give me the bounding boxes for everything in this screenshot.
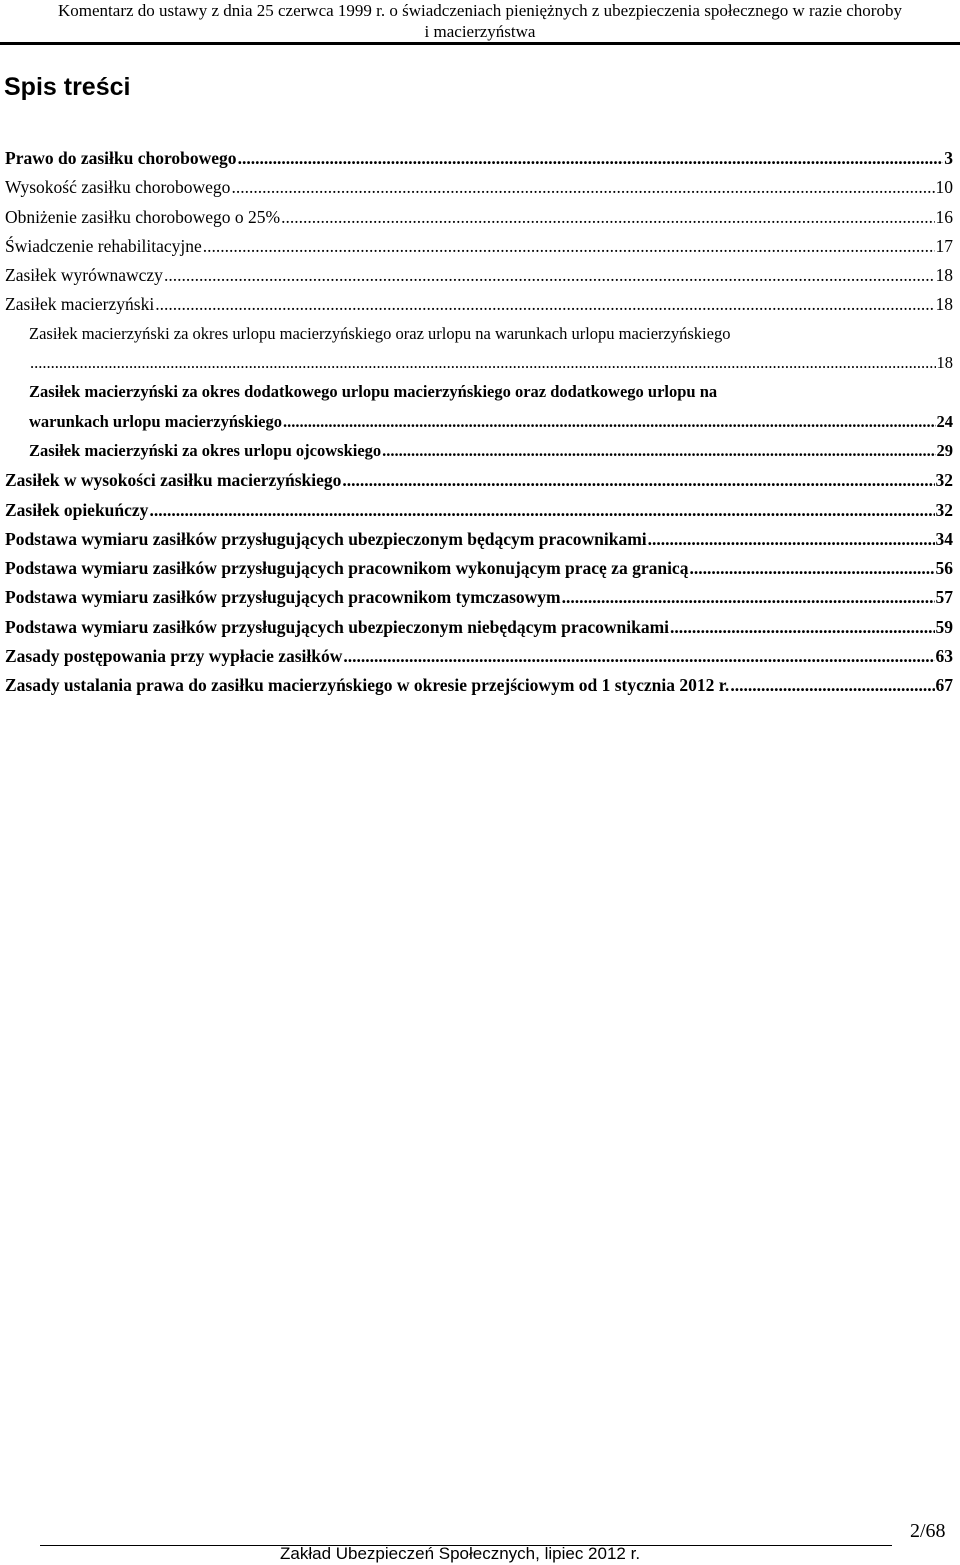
header-line-2: i macierzyństwa bbox=[424, 22, 536, 41]
header-line-1: Komentarz do ustawy z dnia 25 czerwca 1999 r. o świadczeniach pieniężnych z ubezpieczenia społecznego w razie choroby bbox=[58, 1, 902, 20]
toc-leader-dots bbox=[689, 558, 934, 579]
toc-leader-dots bbox=[670, 617, 934, 638]
toc-leader-dots bbox=[30, 353, 936, 373]
toc-entry[interactable] bbox=[5, 236, 953, 265]
toc-entry-page: 63 bbox=[935, 646, 953, 667]
toc-entry-text: Zasiłek macierzyński bbox=[5, 294, 155, 315]
toc-entry-page: 67 bbox=[935, 675, 953, 696]
toc-entry-page: 18 bbox=[935, 294, 953, 315]
running-header bbox=[0, 0, 960, 42]
toc-leader-dots bbox=[343, 646, 934, 667]
toc-entry-text: Zasady ustalania prawa do zasiłku macierzyńskiego w okresie przejściowym od 1 stycznia 2012 r. bbox=[5, 675, 730, 696]
toc-entry-page: 3 bbox=[944, 148, 953, 168]
toc-entry-text: Wysokość zasiłku chorobowego bbox=[5, 177, 231, 198]
toc-entry-page: 18 bbox=[936, 353, 953, 373]
table-of-contents bbox=[5, 148, 953, 705]
toc-entry[interactable] bbox=[5, 265, 953, 294]
toc-entry-page: 59 bbox=[935, 616, 953, 637]
toc-entry[interactable] bbox=[5, 587, 953, 616]
toc-entry[interactable] bbox=[5, 500, 953, 529]
toc-entry-text-line-2: warunkach urlopu macierzyńskiego bbox=[29, 411, 283, 431]
toc-leader-dots bbox=[203, 236, 935, 257]
page-number: 2/68 bbox=[910, 1520, 946, 1542]
toc-entry[interactable] bbox=[5, 148, 953, 177]
toc-entry-text: Zasiłek wyrównawczy bbox=[5, 265, 163, 286]
toc-entry-text: Podstawa wymiaru zasiłków przysługujących ubezpieczonym niebędącym pracownikami bbox=[5, 616, 670, 637]
toc-entry-page: 29 bbox=[936, 440, 953, 460]
toc-leader-dots bbox=[231, 177, 934, 198]
toc-entry[interactable] bbox=[5, 324, 953, 383]
toc-entry[interactable] bbox=[5, 207, 953, 236]
toc-entry-page: 32 bbox=[935, 470, 953, 491]
footer-text: Zakład Ubezpieczeń Społecznych, lipiec 2012 r. bbox=[280, 1544, 641, 1563]
toc-entry-page: 32 bbox=[935, 499, 953, 520]
toc-entry-text: Podstawa wymiaru zasiłków przysługujących pracownikom wykonującym pracę za granicą bbox=[5, 558, 689, 579]
toc-entry-page: 57 bbox=[935, 587, 953, 608]
toc-leader-dots bbox=[283, 412, 935, 432]
toc-entry[interactable] bbox=[5, 617, 953, 646]
toc-entry[interactable] bbox=[5, 470, 953, 499]
toc-entry-continuation bbox=[29, 353, 953, 382]
toc-entry-text: Zasady postępowania przy wypłacie zasiłków bbox=[5, 646, 343, 667]
toc-entry[interactable] bbox=[5, 529, 953, 558]
toc-entry-page: 18 bbox=[935, 265, 953, 286]
toc-entry-page: 34 bbox=[935, 528, 953, 549]
toc-title: Spis treści bbox=[4, 73, 131, 101]
toc-entry-text: Zasiłek macierzyński za okres urlopu macierzyńskiego oraz urlopu na warunkach urlopu macierzyńskiego bbox=[29, 323, 731, 343]
toc-entry-page: 10 bbox=[935, 177, 953, 198]
toc-entry-continuation bbox=[29, 412, 953, 441]
header-rule bbox=[0, 42, 960, 45]
toc-leader-dots bbox=[238, 148, 944, 169]
toc-leader-dots bbox=[730, 675, 934, 696]
toc-entry[interactable] bbox=[5, 382, 953, 441]
toc-entry-text-line-1: Zasiłek macierzyński za okres dodatkowego urlopu macierzyńskiego oraz dodatkowego urlopu na bbox=[29, 382, 718, 402]
toc-leader-dots bbox=[155, 294, 934, 315]
toc-entry-text: Podstawa wymiaru zasiłków przysługujących pracownikom tymczasowym bbox=[5, 587, 561, 608]
toc-entry-page: 16 bbox=[935, 206, 953, 227]
toc-entry[interactable] bbox=[5, 558, 953, 587]
toc-entry[interactable] bbox=[5, 441, 953, 470]
toc-entry-text: Podstawa wymiaru zasiłków przysługujących ubezpieczonym będącym pracownikami bbox=[5, 528, 647, 549]
toc-leader-dots bbox=[382, 441, 935, 461]
toc-entry[interactable] bbox=[5, 646, 953, 675]
toc-entry-text: Zasiłek macierzyński za okres urlopu ojcowskiego bbox=[29, 440, 382, 460]
toc-leader-dots bbox=[562, 587, 935, 608]
toc-entry-page: 17 bbox=[935, 235, 953, 256]
toc-entry-page: 56 bbox=[935, 558, 953, 579]
toc-entry[interactable] bbox=[5, 675, 953, 704]
toc-leader-dots bbox=[149, 500, 934, 521]
toc-leader-dots bbox=[164, 265, 935, 286]
toc-entry[interactable] bbox=[5, 294, 953, 323]
toc-entry-text: Świadczenie rehabilitacyjne bbox=[5, 235, 202, 256]
toc-entry-text: Zasiłek opiekuńczy bbox=[5, 499, 149, 520]
toc-leader-dots bbox=[648, 529, 935, 550]
toc-entry-text: Obniżenie zasiłku chorobowego o 25% bbox=[5, 206, 281, 227]
toc-entry[interactable] bbox=[5, 177, 953, 206]
toc-entry-text: Zasiłek w wysokości zasiłku macierzyńskiego bbox=[5, 470, 342, 491]
toc-leader-dots bbox=[281, 207, 934, 228]
toc-entry-text: Prawo do zasiłku chorobowego bbox=[5, 148, 237, 168]
toc-entry-page: 24 bbox=[936, 411, 953, 431]
toc-leader-dots bbox=[342, 470, 934, 491]
